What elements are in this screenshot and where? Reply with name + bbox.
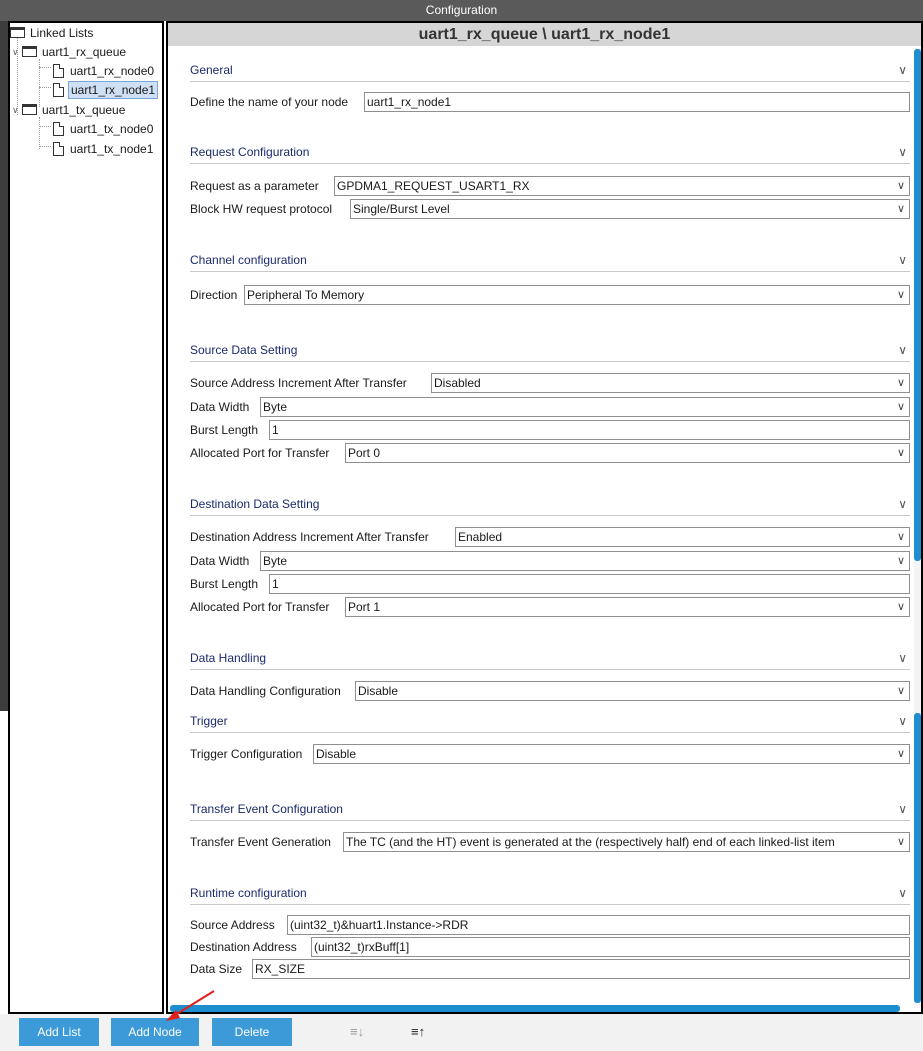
section-title: Transfer Event Configuration (190, 802, 343, 816)
field-value: 1 (272, 423, 279, 437)
tree-guide (39, 67, 51, 68)
tree-guide (39, 117, 40, 149)
field-label: Data Width (190, 554, 250, 568)
file-icon (53, 142, 64, 156)
chevron-down-icon[interactable]: ∨ (12, 105, 19, 115)
field-value: (uint32_t)rxBuff[1] (314, 940, 410, 954)
left-edge-strip (0, 21, 8, 711)
field-value: Byte (263, 400, 288, 414)
node-name-input[interactable] (364, 92, 910, 112)
chevron-down-icon: ∨ (896, 180, 905, 192)
section-title: Runtime configuration (190, 886, 307, 900)
chevron-down-icon[interactable]: ∨ (898, 886, 907, 900)
chevron-down-icon: ∨ (896, 748, 905, 760)
dst-burst-input[interactable] (269, 574, 910, 594)
tree-queue-tx[interactable] (12, 101, 127, 119)
chevron-down-icon: ∨ (896, 289, 905, 301)
file-icon (53, 64, 64, 78)
field-label: Data Width (190, 400, 250, 414)
bottom-toolbar (0, 1014, 923, 1051)
tree-node-rx0[interactable] (53, 62, 156, 80)
chevron-down-icon[interactable]: ∨ (898, 497, 907, 511)
field-label: Burst Length (190, 577, 259, 591)
tree-guide (39, 87, 51, 88)
tree-queue-rx[interactable] (12, 43, 128, 61)
chevron-down-icon: ∨ (896, 531, 905, 543)
chevron-down-icon: ∨ (896, 377, 905, 389)
add-node-button[interactable]: Add Node (111, 1018, 199, 1046)
dst-width-field (190, 551, 910, 571)
page-title: uart1_rx_queue \ uart1_rx_node1 (168, 23, 921, 46)
field-label: Trigger Configuration (190, 747, 303, 761)
transfer-event-select[interactable] (343, 832, 910, 852)
tree-node-label: uart1_tx_node1 (70, 142, 154, 156)
tree-guide (39, 126, 51, 127)
horizontal-scrollbar-thumb[interactable] (170, 1005, 900, 1012)
dst-width-select[interactable] (260, 551, 910, 571)
section-general[interactable] (190, 58, 910, 82)
configuration-panel (166, 21, 923, 1014)
node-name-field (190, 92, 910, 112)
field-value: RX_SIZE (255, 962, 306, 976)
src-port-select[interactable] (345, 443, 910, 463)
field-value: (uint32_t)&huart1.Instance->RDR (290, 918, 469, 932)
field-label: Burst Length (190, 423, 259, 437)
delete-button[interactable]: Delete (212, 1018, 292, 1046)
section-channel[interactable] (190, 248, 910, 272)
field-value: The TC (and the HT) event is generated at the (respectively half) end of each linked-list item (346, 835, 835, 849)
sort-descending-icon[interactable]: ≡↓ (350, 1024, 365, 1039)
chevron-down-icon[interactable]: ∨ (898, 802, 907, 816)
chevron-down-icon: ∨ (896, 836, 905, 848)
tree-queue-label: uart1_rx_queue (42, 45, 127, 59)
chevron-down-icon: ∨ (896, 401, 905, 413)
chevron-down-icon: ∨ (896, 601, 905, 613)
field-value: Byte (263, 554, 288, 568)
request-param-select[interactable] (334, 176, 910, 196)
section-title: Trigger (190, 714, 228, 728)
dst-increment-select[interactable] (455, 527, 910, 547)
field-label: Data Size (190, 962, 243, 976)
tree-queue-label: uart1_tx_queue (42, 103, 126, 117)
transfer-event-field (190, 832, 910, 852)
field-value: uart1_rx_node1 (367, 95, 452, 109)
tree-node-tx1[interactable] (53, 140, 155, 158)
field-value: Peripheral To Memory (247, 288, 365, 302)
tree-node-label: uart1_tx_node0 (70, 122, 154, 136)
chevron-down-icon[interactable]: ∨ (898, 651, 907, 665)
section-data-handling[interactable] (190, 646, 910, 670)
tree-node-label: uart1_rx_node1 (68, 81, 158, 99)
section-trigger[interactable] (190, 709, 910, 733)
field-label: Source Address Increment After Transfer (190, 376, 407, 390)
chevron-down-icon: ∨ (896, 447, 905, 459)
field-value: Port 1 (348, 600, 381, 614)
chevron-down-icon[interactable]: ∨ (898, 253, 907, 267)
vertical-scrollbar-thumb[interactable] (914, 49, 921, 561)
src-increment-select[interactable] (431, 373, 910, 393)
field-value: Port 0 (348, 446, 381, 460)
direction-field (190, 285, 910, 305)
field-label: Request as a parameter (190, 179, 319, 193)
field-label: Destination Address Increment After Transfer (190, 530, 429, 544)
field-label: Direction (190, 288, 238, 302)
src-width-select[interactable] (260, 397, 910, 417)
folder-icon (22, 46, 37, 57)
field-label: Destination Address (190, 940, 297, 954)
src-burst-field (190, 420, 910, 440)
src-port-field (190, 443, 910, 463)
section-request[interactable] (190, 140, 910, 164)
tree-node-label: uart1_rx_node0 (70, 64, 155, 78)
request-protocol-select[interactable] (350, 199, 910, 219)
window-title: Configuration (0, 0, 923, 21)
chevron-down-icon: ∨ (896, 203, 905, 215)
request-protocol-field (190, 199, 910, 219)
field-label: Define the name of your node (190, 95, 349, 109)
dst-burst-field (190, 574, 910, 594)
source-address-input[interactable] (287, 915, 910, 935)
annotation-arrow-icon (160, 988, 220, 1024)
field-value: Disable (316, 747, 357, 761)
tree-root[interactable] (10, 24, 95, 42)
field-value: Enabled (458, 530, 503, 544)
src-burst-input[interactable] (269, 420, 910, 440)
field-label: Source Address (190, 918, 275, 932)
dst-port-select[interactable] (345, 597, 910, 617)
chevron-down-icon[interactable]: ∨ (898, 343, 907, 357)
src-increment-field (190, 373, 910, 393)
sort-ascending-icon[interactable]: ≡↑ (411, 1024, 426, 1039)
section-title: Request Configuration (190, 145, 310, 159)
request-param-field (190, 176, 910, 196)
field-value: 1 (272, 577, 279, 591)
destination-address-input[interactable] (311, 937, 910, 957)
tree-guide (39, 146, 51, 147)
add-list-button[interactable]: Add List (19, 1018, 99, 1046)
linked-lists-tree (8, 21, 164, 1014)
field-value: GPDMA1_REQUEST_USART1_RX (337, 179, 530, 193)
tree-node-tx0[interactable] (53, 120, 155, 138)
source-address-field (190, 915, 910, 935)
trigger-field (190, 744, 910, 764)
section-title: Source Data Setting (190, 343, 298, 357)
field-value: Single/Burst Level (353, 202, 450, 216)
field-label: Allocated Port for Transfer (190, 446, 330, 460)
file-icon (53, 122, 64, 136)
tree-root-label: Linked Lists (30, 26, 94, 40)
chevron-down-icon[interactable]: ∨ (898, 714, 907, 728)
section-title: Data Handling (190, 651, 267, 665)
folder-icon (22, 104, 37, 115)
chevron-down-icon[interactable]: ∨ (898, 63, 907, 77)
data-handling-select[interactable] (355, 681, 910, 701)
section-source[interactable] (190, 338, 910, 362)
data-size-input[interactable] (252, 959, 910, 979)
chevron-down-icon: ∨ (896, 685, 905, 697)
src-width-field (190, 397, 910, 417)
chevron-down-icon[interactable]: ∨ (898, 145, 907, 159)
dst-increment-field (190, 527, 910, 547)
section-title: Destination Data Setting (190, 497, 320, 511)
section-runtime[interactable] (190, 881, 910, 905)
destination-address-field (190, 937, 910, 957)
section-title: Channel configuration (190, 253, 307, 267)
section-destination[interactable] (190, 492, 910, 516)
field-label: Data Handling Configuration (190, 684, 341, 698)
trigger-select[interactable] (313, 744, 910, 764)
field-label: Transfer Event Generation (190, 835, 331, 849)
field-value: Disabled (434, 376, 481, 390)
chevron-down-icon: ∨ (896, 555, 905, 567)
data-size-field (190, 959, 910, 979)
vertical-scrollbar-thumb[interactable] (914, 713, 921, 1003)
dst-port-field (190, 597, 910, 617)
chevron-down-icon[interactable]: ∨ (12, 47, 19, 57)
section-title: General (190, 63, 233, 77)
section-transfer-event[interactable] (190, 797, 910, 821)
direction-select[interactable] (244, 285, 910, 305)
folder-icon (10, 27, 25, 38)
field-label: Block HW request protocol (190, 202, 333, 216)
field-label: Allocated Port for Transfer (190, 600, 330, 614)
tree-node-rx1[interactable] (53, 81, 158, 99)
file-icon (53, 83, 64, 97)
field-value: Disable (358, 684, 399, 698)
data-handling-field (190, 681, 910, 701)
